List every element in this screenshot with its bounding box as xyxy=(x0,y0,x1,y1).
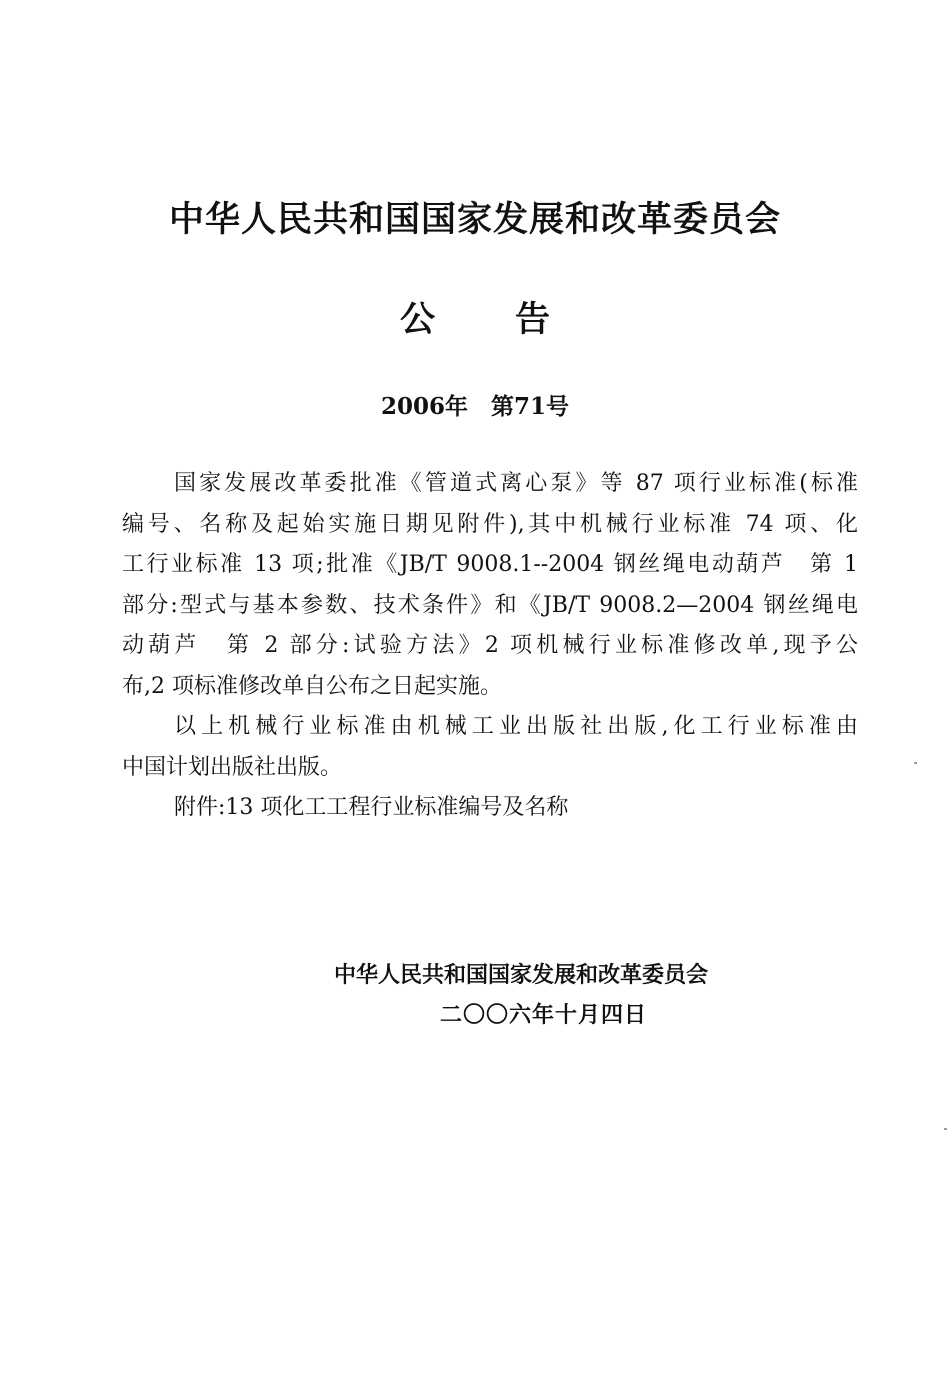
body-line-4: 部分:型式与基本参数、技术条件》和《JB/T 9008.2—2004 钢丝绳电 xyxy=(122,592,858,618)
body-line-3: 工行业标准 13 项;批准《JB/T 9008.1--2004 钢丝绳电动葫芦 第 1 xyxy=(122,552,858,577)
announcement-body xyxy=(122,464,858,829)
body-line-6: 布,2 项标准修改单自公布之日起实施。 xyxy=(122,673,502,699)
body-line-2: 编号、名称及起始实施日期见附件),其中机械行业标准 74 项、化 xyxy=(122,511,858,537)
body-line-5: 动葫芦 第 2 部分:试验方法》2 项机械行业标准修改单,现予公 xyxy=(122,633,858,658)
scan-speck xyxy=(914,762,917,764)
body-line-7: 以上机械行业标准由机械工业出版社出版,化工行业标准由 xyxy=(174,714,858,739)
issuing-organization-title: 中华人民共和国国家发展和改革委员会 xyxy=(168,200,781,240)
document-type-title: 公告 xyxy=(399,300,630,340)
attachment-line: 附件:13 项化工工程行业标准编号及名称 xyxy=(174,795,569,820)
signature-date: 二〇〇六年十月四日 xyxy=(440,1003,648,1028)
body-line-1: 国家发展改革委批准《管道式离心泵》等 87 项行业标准(标准 xyxy=(174,471,858,496)
scan-speck xyxy=(944,1128,947,1130)
body-line-8: 中国计划出版社出版。 xyxy=(122,754,343,780)
signature-organization: 中华人民共和国国家发展和改革委员会 xyxy=(334,963,709,988)
document-number: 2006年 第71号 xyxy=(380,393,570,420)
